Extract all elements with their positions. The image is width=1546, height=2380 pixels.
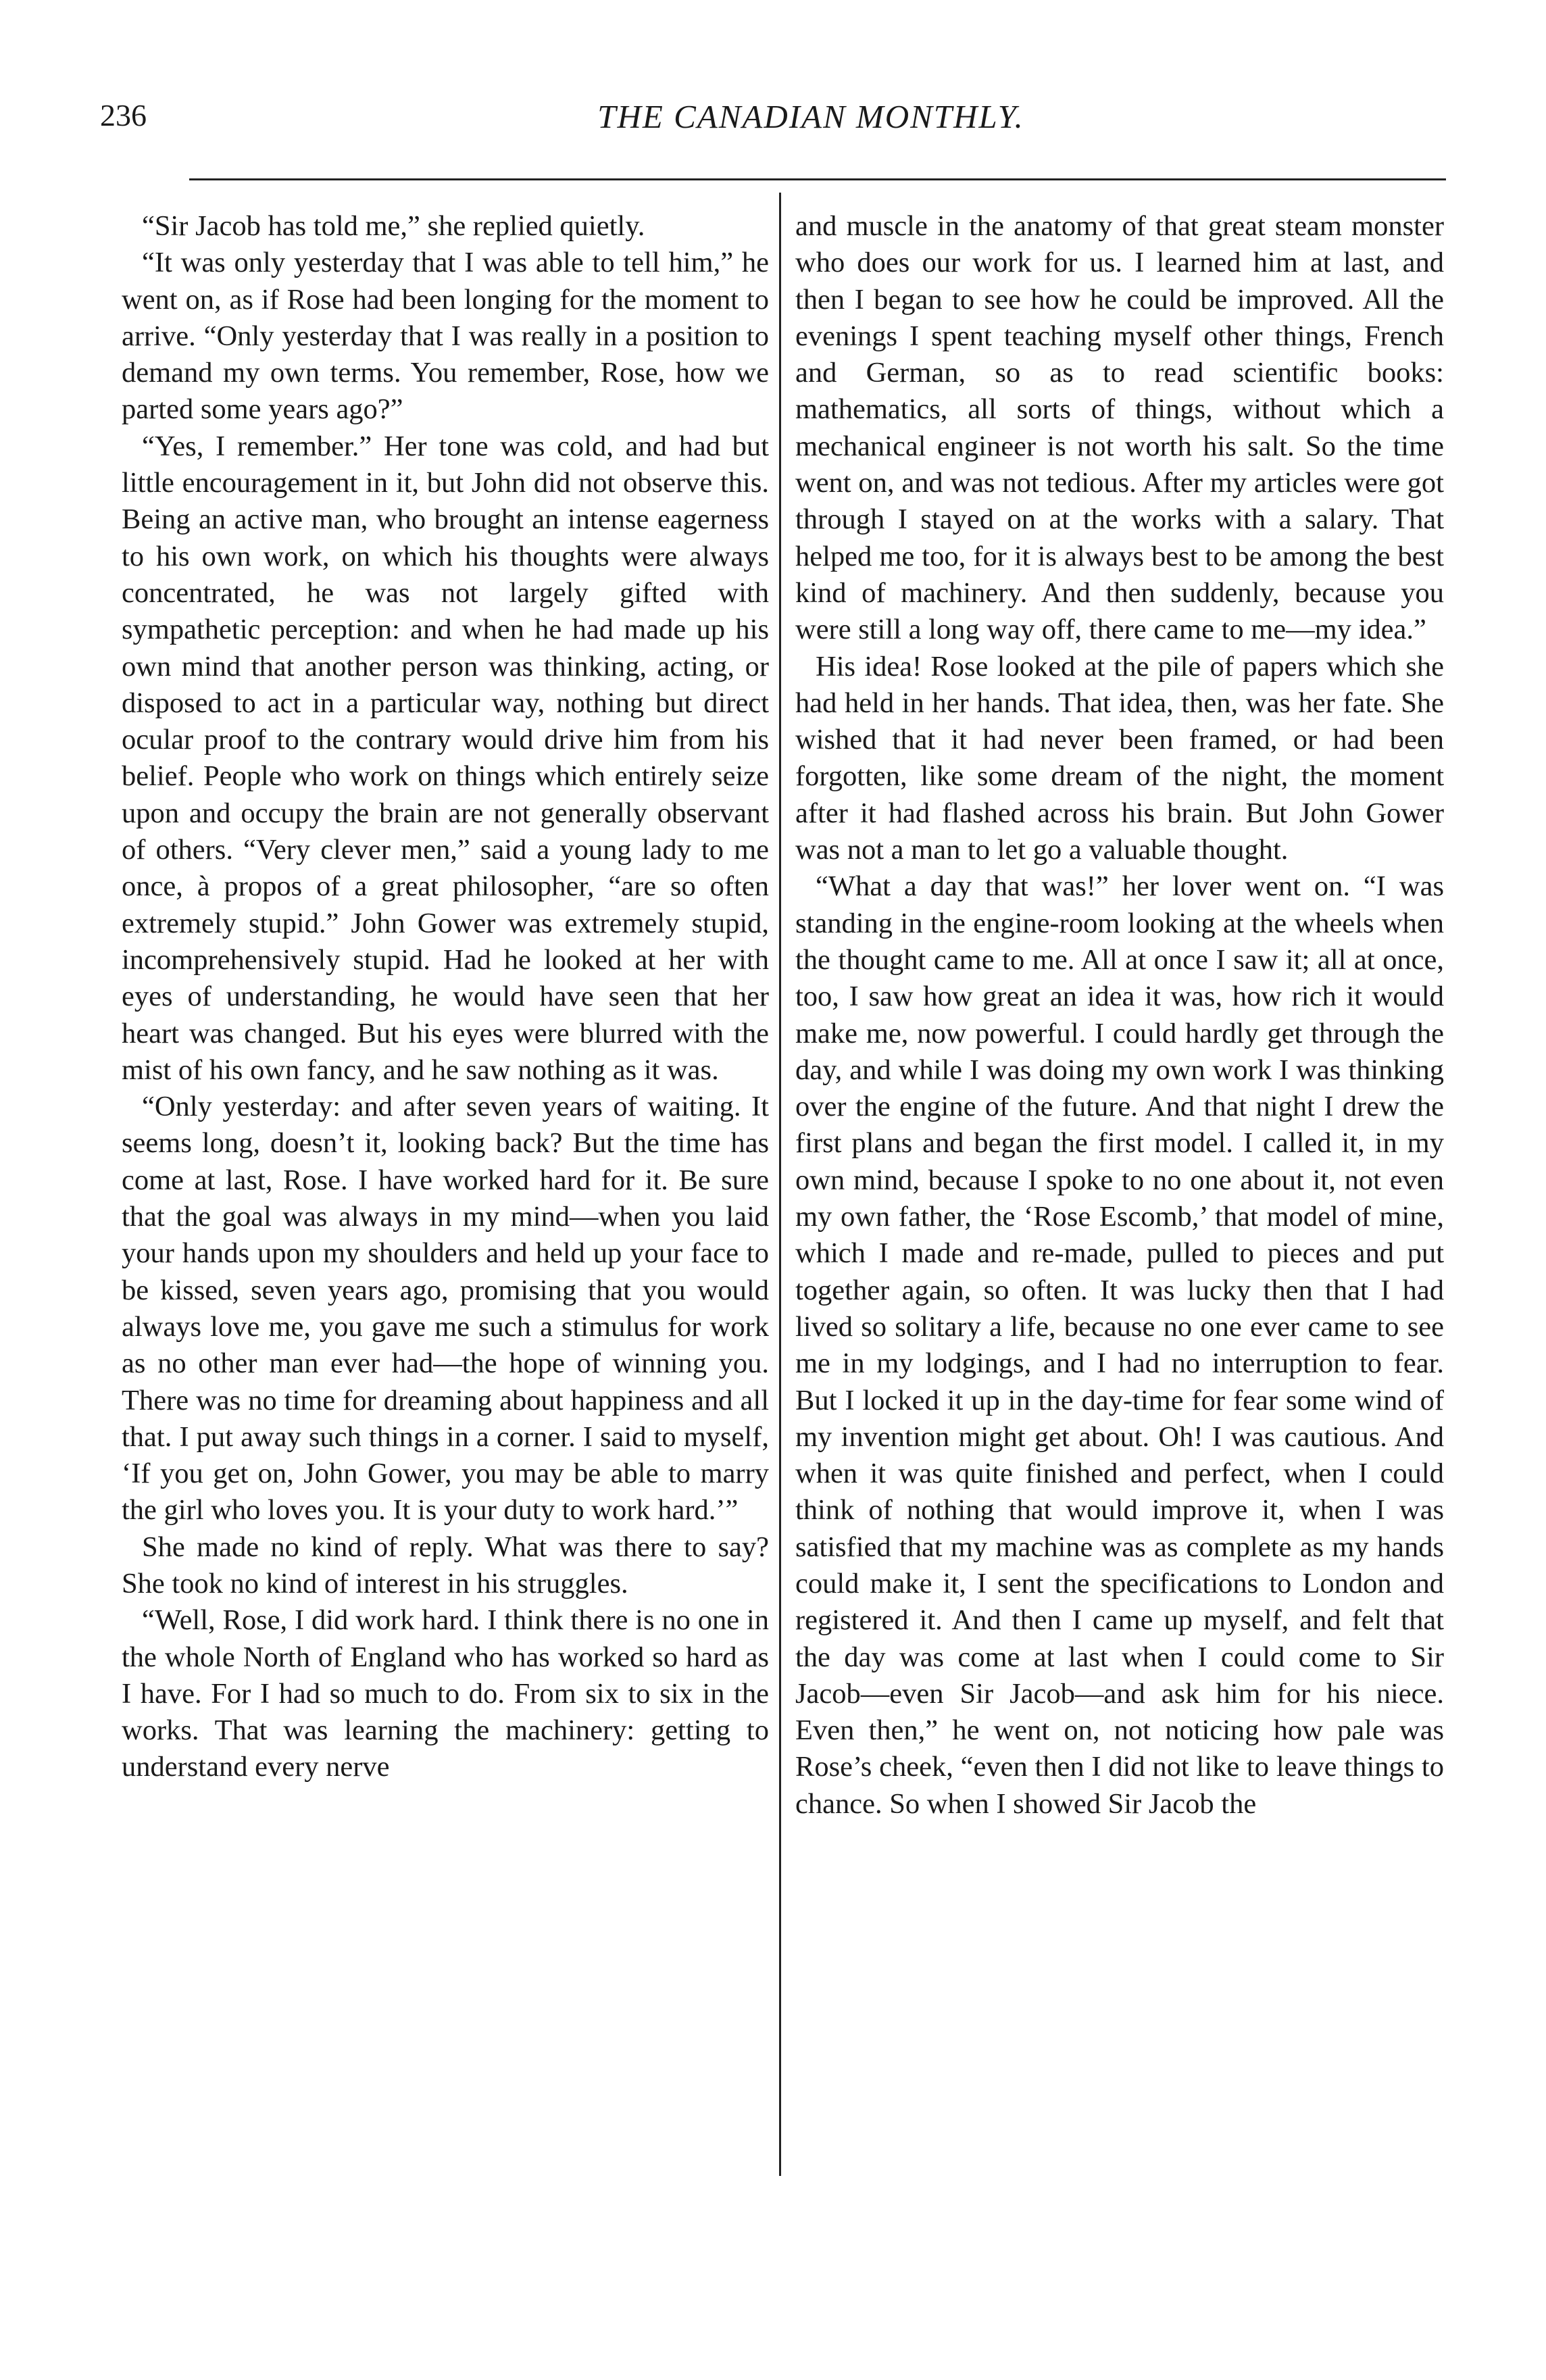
paragraph-continuation: and muscle in the anatomy of that great steam monster who does our work for us. I learned him at last, and then I began to see how he could be improved. All the evenings I spent teaching myself other things, French and German, so as to read scientific books: mathematics, all sorts of things, without which a mechanical engineer is not worth his salt. So the time went on, and was not tedious. After my articles were got through I stayed on at the works with a salary. That helped me too, for it is always best to be among the best kind of machinery. And then suddenly, because you were still a long way off, there came to me—my idea.”: [795, 210, 1444, 646]
right-column: [795, 208, 1444, 1823]
running-title: THE CANADIAN MONTHLY.: [597, 98, 1024, 135]
paragraph: “Well, Rose, I did work hard. I think there is no one in the whole North of England who has worked so hard as I have. For I had so much to do. From six to six in the works. That was learning the machinery: getting to understand every nerve: [122, 1604, 769, 1783]
paragraph: “Yes, I remember.” Her tone was cold, and had but little encouragement in it, but John did not observe this. Being an active man, who brought an intense eagerness to his own work, on which his thoughts were always concentrated, he was not largely gifted with sympathetic perception: and when he had made up his own mind that another person was thinking, acting, or disposed to act in a particular way, nothing but direct ocular proof to the contrary would drive him from his belief. People who work on things which entirely seize upon and occupy the brain are not generally observant of others. “Very clever men,” said a young lady to me once, à propos of a great philosopher, “are so often extremely stupid.” John Gower was extremely stupid, incomprehensively stupid. Had he looked at her with eyes of understanding, he would have seen that her heart was changed. But his eyes were blurred with the mist of his own fancy, and he saw nothing as it was.: [122, 430, 769, 1086]
paragraph: His idea! Rose looked at the pile of papers which she had held in her hands. That idea, then, was her fate. She wished that it had never been framed, or had been forgotten, like some dream of the night, the moment after it had flashed across his brain. But John Gower was not a man to let go a valuable thought.: [795, 650, 1444, 866]
paragraph: “Sir Jacob has told me,” she replied quietly.: [142, 210, 645, 242]
page-number: 236: [100, 98, 147, 132]
header-rule: [189, 178, 1446, 180]
paragraph: “It was only yesterday that I was able to tell him,” he went on, as if Rose had been longing for the moment to arrive. “Only yesterday that I was really in a position to demand my own terms. You remember, Rose, how we parted some years ago?”: [122, 247, 769, 426]
column-divider: [779, 193, 781, 2176]
left-column: [122, 208, 769, 1786]
paragraph: “Only yesterday: and after seven years of waiting. It seems long, doesn’t it, looking back? But the time has come at last, Rose. I have worked hard for it. Be sure that the goal was always in my mind—when you laid your hands upon my shoulders and held up your face to be kissed, seven years ago, promising that you would always love me, you gave me such a stimulus for work as no other man ever had—the hope of winning you. There was no time for dreaming about happiness and all that. I put away such things in a corner. I said to myself, ‘If you get on, John Gower, you may be able to marry the girl who loves you. It is your duty to work hard.’”: [122, 1091, 769, 1527]
paragraph: “What a day that was!” her lover went on. “I was standing in the engine-room looking at the wheels when the thought came to me. All at once I saw it; all at once, too, I saw how great an idea it was, how rich it would make me, now powerful. I could hardly get through the day, and while I was doing my own work I was thinking over the engine of the future. And that night I drew the first plans and began the first model. I called it, in my own mind, because I spoke to no one about it, not even my own father, the ‘Rose Escomb,’ that model of mine, which I made and re-made, pulled to pieces and put together again, so often. It was lucky then that I had lived so solitary a life, because no one ever came to see me in my lodgings, and I had no interruption to fear. But I locked it up in the day-time for fear some wind of my invention might get about. Oh! I was cautious. And when it was quite finished and perfect, when I could think of nothing that would improve it, when I was satisfied that my machine was as complete as my hands could make it, I sent the specifications to London and registered it. And then I came up myself, and felt that the day was come at last when I could come to Sir Jacob—even Sir Jacob—and ask him for his niece. Even then,” he went on, not noticing how pale was Rose’s cheek, “even then I did not like to leave things to chance. So when I showed Sir Jacob the: [795, 870, 1444, 1820]
paragraph: She made no kind of reply. What was there to say? She took no kind of interest in his struggles.: [122, 1531, 769, 1600]
